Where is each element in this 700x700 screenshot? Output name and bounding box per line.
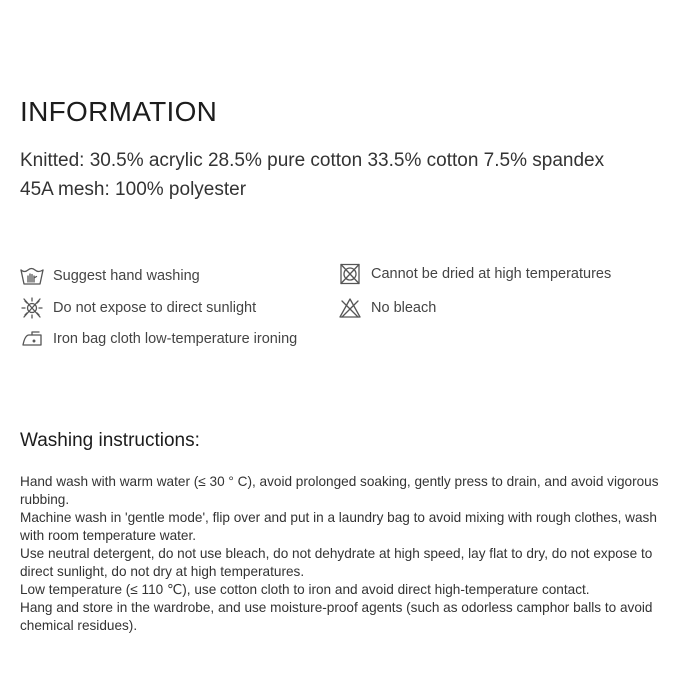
no-tumble-dry-icon <box>338 263 362 285</box>
care-item-no-tumble-dry <box>338 263 611 285</box>
low-temp-iron-icon <box>20 328 44 350</box>
washing-line: Low temperature (≤ 110 ℃), use cotton cloth to iron and avoid direct high-temperature contact. <box>20 582 590 597</box>
care-item-low-temp-iron <box>20 328 297 350</box>
no-bleach-icon <box>338 297 362 319</box>
no-sunlight-icon <box>20 297 44 319</box>
care-label: Suggest hand washing <box>53 268 200 284</box>
care-item-hand-wash <box>20 265 200 287</box>
washing-line: Hang and store in the wardrobe, and use moisture-proof agents (such as odorless camphor balls to avoid chemical residues). <box>20 600 653 633</box>
care-label: No bleach <box>371 300 437 316</box>
washing-title: Washing instructions: <box>20 430 200 451</box>
info-title: INFORMATION <box>20 96 218 127</box>
washing-line: Hand wash with warm water (≤ 30 ° C), avoid prolonged soaking, gently press to drain, and avoid vigorous rubbing. <box>20 474 659 507</box>
material-knitted: Knitted: 30.5% acrylic 28.5% pure cotton 33.5% cotton 7.5% spandex <box>20 150 605 171</box>
washing-line: Use neutral detergent, do not use bleach, do not dehydrate at high speed, lay flat to dry, do not expose to direct sunlight, do not dry at high temperatures. <box>20 546 653 579</box>
care-item-no-sunlight <box>20 297 256 319</box>
material-mesh: 45A mesh: 100% polyester <box>20 179 247 200</box>
washing-line: Machine wash in 'gentle mode', flip over and put in a laundry bag to avoid mixing with rough clothes, wash with room temperature water. <box>20 510 657 543</box>
care-item-no-bleach <box>338 297 436 319</box>
hand-wash-icon <box>20 265 44 287</box>
care-label: Do not expose to direct sunlight <box>53 300 257 316</box>
care-label: Cannot be dried at high temperatures <box>371 266 612 282</box>
care-label: Iron bag cloth low-temperature ironing <box>53 331 298 347</box>
washing-instructions <box>20 473 680 635</box>
